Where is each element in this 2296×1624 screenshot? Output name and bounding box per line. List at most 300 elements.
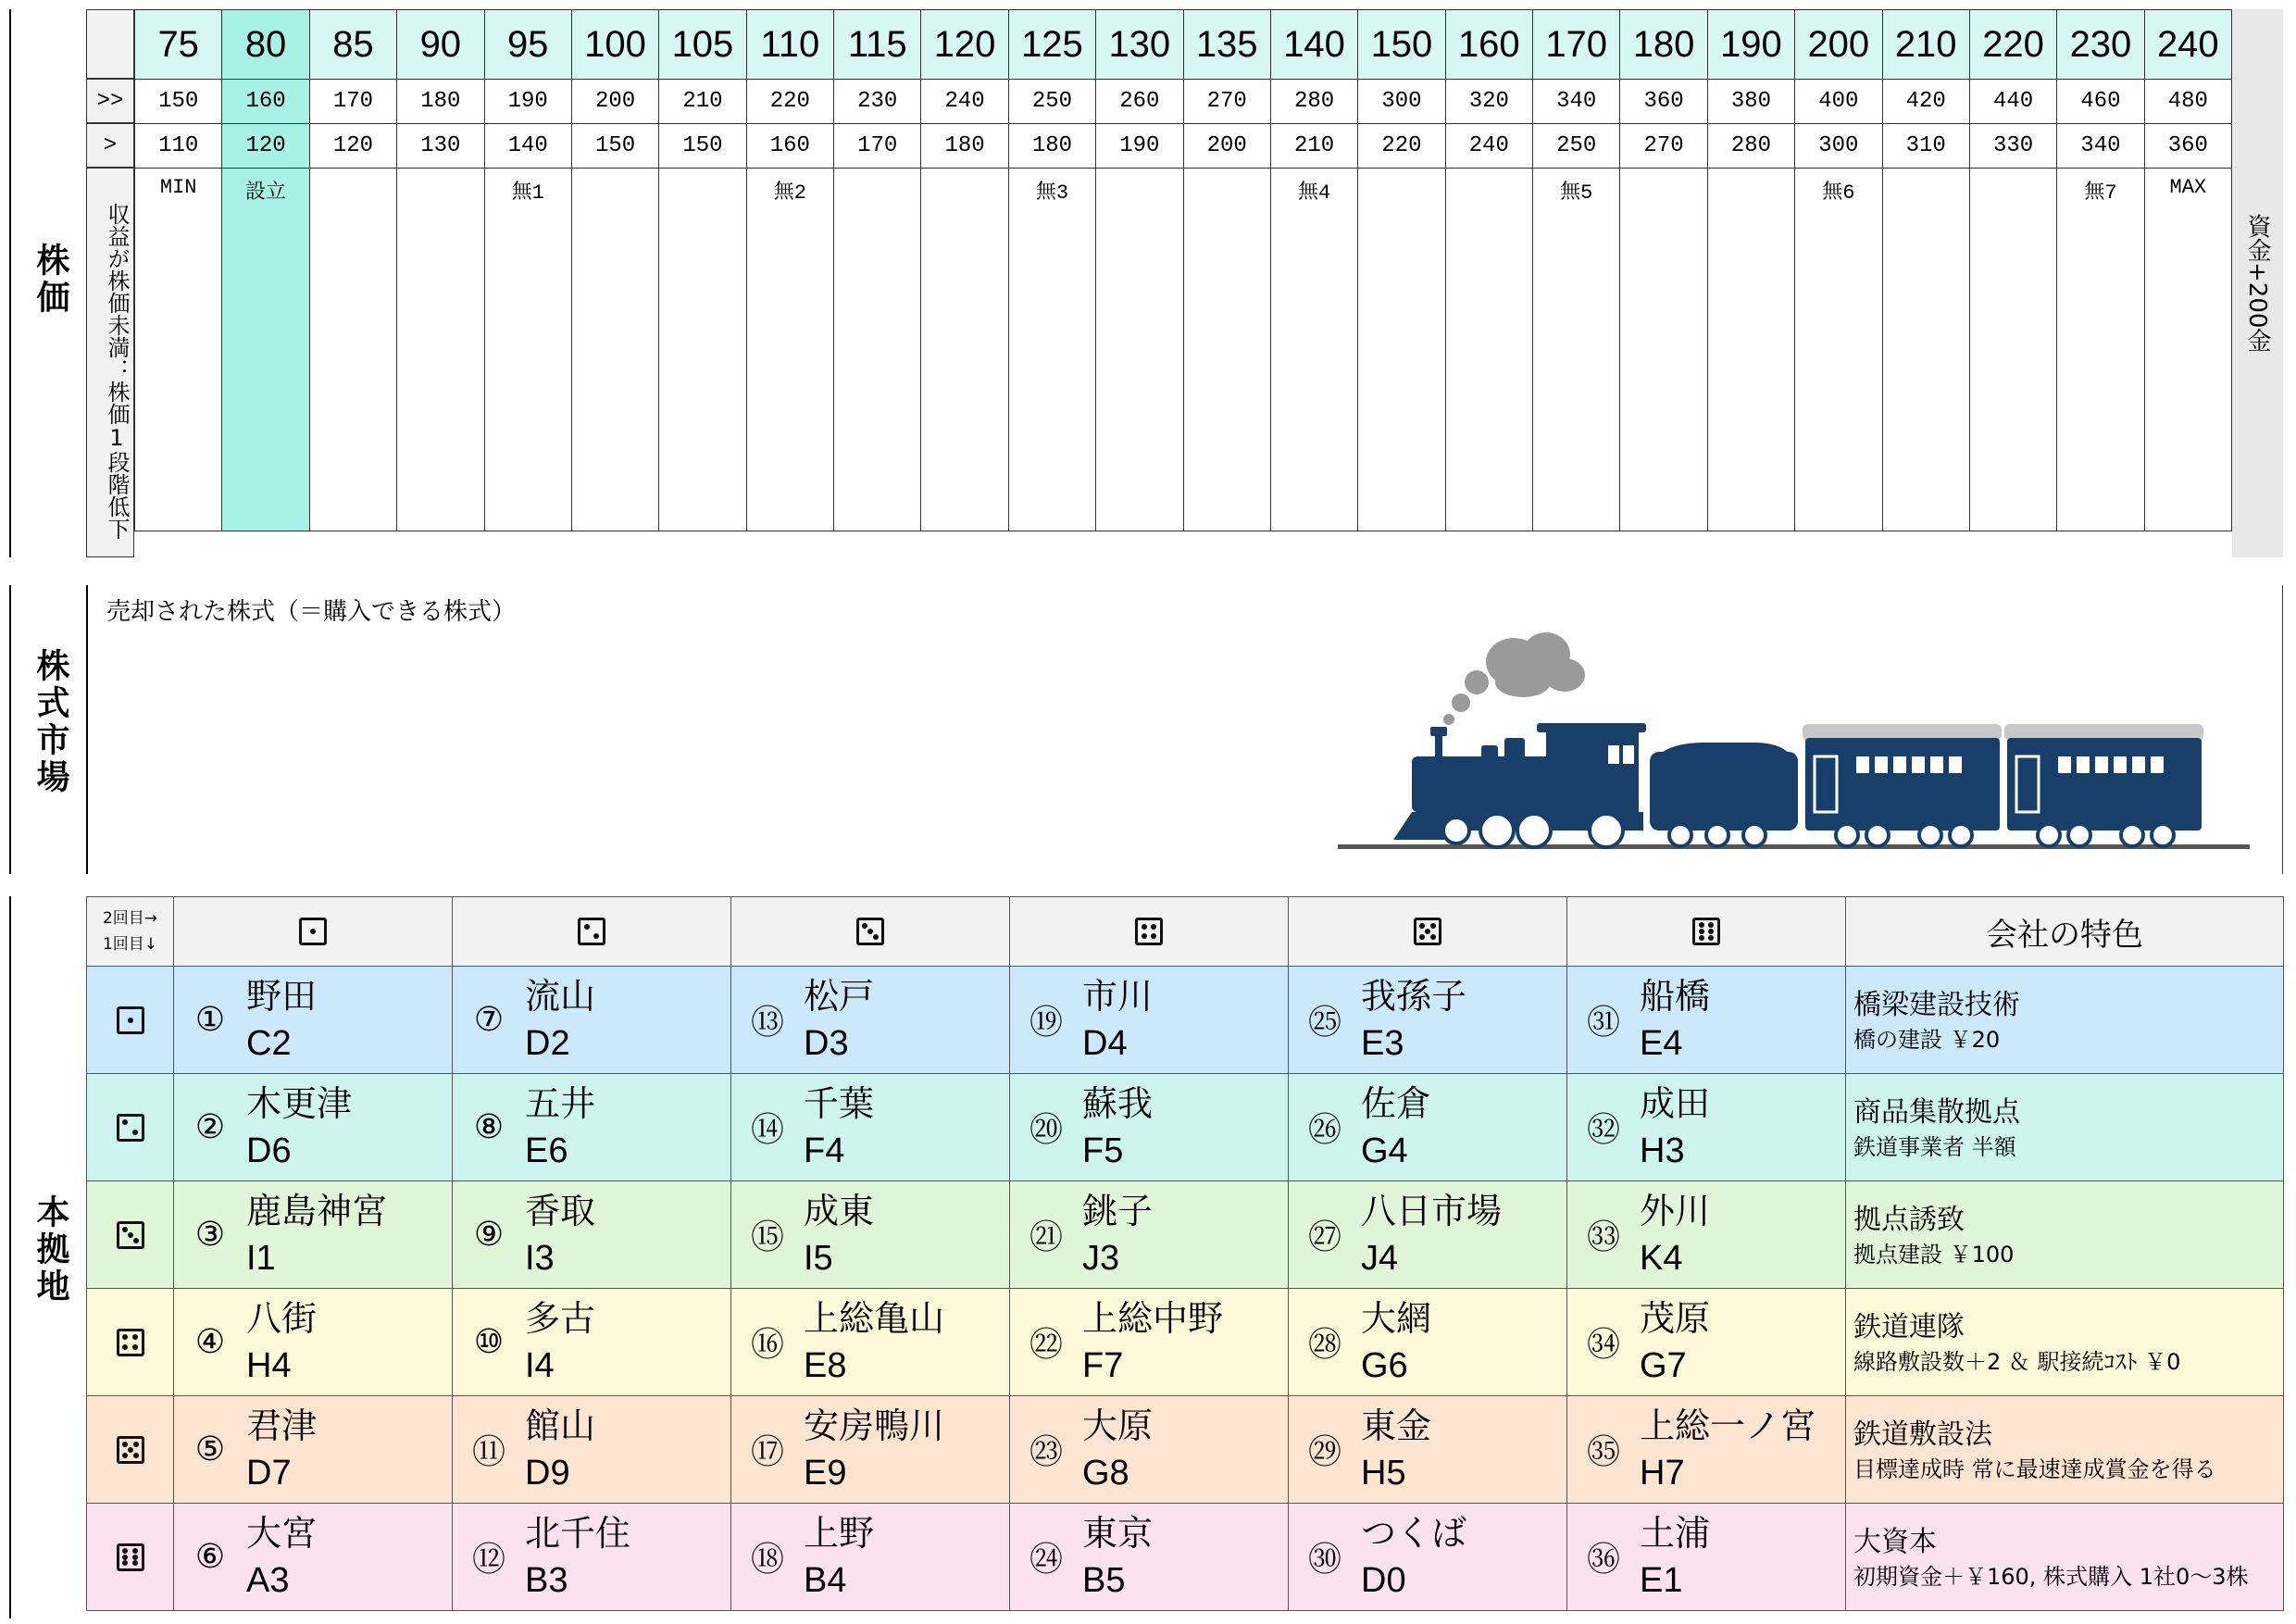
- note-cell: [1969, 169, 2056, 531]
- left-border-top: [9, 9, 11, 557]
- stock-price-cell: 200: [1795, 10, 1882, 80]
- rail-track: [1338, 844, 2250, 849]
- double-up-cell: 170: [309, 80, 396, 124]
- dice-header-6: [1567, 897, 1846, 967]
- double-up-cell: 380: [1707, 80, 1794, 124]
- base-cell: [731, 1504, 1010, 1611]
- double-up-cell: 240: [921, 80, 1008, 124]
- note-cell: MAX: [2144, 169, 2231, 531]
- corner-first-roll: 1回目↓: [102, 935, 158, 954]
- base-number: ⑬: [750, 1004, 784, 1042]
- grid-coordinate: J3: [1082, 1238, 1120, 1278]
- base-number: ⑪: [471, 1433, 505, 1471]
- grid-coordinate: G8: [1082, 1453, 1129, 1493]
- die-face-2-icon: [117, 1114, 144, 1142]
- note-cell: [1183, 169, 1270, 531]
- base-number: ⑳: [1029, 1111, 1063, 1149]
- station-name: 上野: [804, 1514, 875, 1554]
- double-up-cell: 260: [1096, 80, 1183, 124]
- base-number: ②: [194, 1108, 226, 1146]
- grid-coordinate: G7: [1640, 1345, 1687, 1385]
- station-name: 成東: [804, 1192, 875, 1231]
- base-number: ⑤: [194, 1430, 226, 1468]
- grid-coordinate: B5: [1082, 1560, 1126, 1600]
- die-face-5-icon: [1414, 918, 1441, 945]
- base-cell: [453, 1289, 731, 1396]
- single-up-cell: 120: [309, 124, 396, 169]
- double-up-cell: 280: [1270, 80, 1357, 124]
- smoke-icon: [1443, 632, 1585, 725]
- grid-coordinate: D4: [1082, 1023, 1128, 1063]
- stock-price-cell: 80: [222, 10, 309, 80]
- single-up-cell: 310: [1882, 124, 1969, 169]
- base-row: [87, 1074, 2284, 1181]
- stock-price-cell: 100: [571, 10, 658, 80]
- base-number: ③: [194, 1216, 226, 1254]
- station-name: 土浦: [1640, 1514, 1711, 1554]
- grid-coordinate: H7: [1640, 1453, 1685, 1493]
- feature-description: 橋の建設 ￥20: [1853, 1026, 2001, 1053]
- base-cell: [174, 1289, 453, 1396]
- row-die-cell: [87, 1181, 174, 1289]
- row-die-cell: [87, 967, 174, 1074]
- station-name: 流山: [525, 977, 596, 1017]
- station-name: 我孫子: [1361, 977, 1467, 1017]
- double-up-cell: 230: [834, 80, 921, 124]
- base-cell: [1289, 1074, 1567, 1181]
- base-cell: [1010, 1289, 1289, 1396]
- grid-coordinate: I4: [525, 1345, 555, 1385]
- station-name: 君津: [246, 1406, 318, 1446]
- base-cell: [453, 1396, 731, 1504]
- single-up-cell: 250: [1533, 124, 1620, 169]
- stock-price-cell: 240: [2144, 10, 2231, 80]
- stock-price-cell: 95: [484, 10, 571, 80]
- double-up-cell: 210: [659, 80, 746, 124]
- base-cell: [1289, 1181, 1567, 1289]
- station-name: 銚子: [1082, 1192, 1154, 1231]
- station-name: 上総亀山: [804, 1299, 945, 1339]
- base-cell: [453, 967, 731, 1074]
- station-name: 館山: [525, 1406, 596, 1446]
- base-number: ㊱: [1586, 1541, 1620, 1579]
- note-cell: [309, 169, 396, 531]
- station-name: 香取: [525, 1192, 596, 1231]
- double-up-cell: 340: [1533, 80, 1620, 124]
- section-label-stock-price: 株価: [31, 243, 70, 317]
- base-cell: [174, 1074, 453, 1181]
- double-up-cell: 150: [135, 80, 222, 124]
- double-up-cell: 270: [1183, 80, 1270, 124]
- base-number: ㉗: [1307, 1218, 1341, 1256]
- feature-cell: [1846, 1504, 2284, 1611]
- base-number: ㉔: [1029, 1541, 1063, 1579]
- die-face-2-icon: [578, 918, 605, 945]
- grid-coordinate: D3: [804, 1023, 849, 1063]
- note-cell: [397, 169, 484, 531]
- tender-car: [1650, 752, 1798, 831]
- base-row: [87, 1181, 2284, 1289]
- base-cell: [453, 1181, 731, 1289]
- base-cell: [1567, 1396, 1846, 1504]
- double-up-cell: 320: [1445, 80, 1532, 124]
- single-up-cell: 300: [1795, 124, 1882, 169]
- station-name: 上総一ノ宮: [1640, 1406, 1816, 1446]
- stock-price-cell: 150: [1358, 10, 1445, 80]
- grid-coordinate: D0: [1361, 1560, 1406, 1600]
- grid-coordinate: I3: [525, 1238, 555, 1278]
- grid-coordinate: D7: [246, 1453, 292, 1493]
- base-number: ④: [194, 1323, 226, 1361]
- feature-title: 大資本: [1853, 1525, 1937, 1558]
- base-number: ⑱: [750, 1541, 784, 1579]
- station-name: 成田: [1640, 1084, 1711, 1124]
- die-face-6-icon: [1692, 918, 1720, 945]
- die-face-3-icon: [117, 1221, 144, 1249]
- feature-title: 橋梁建設技術: [1853, 988, 2020, 1021]
- grid-coordinate: D9: [525, 1453, 570, 1493]
- base-row: [87, 967, 2284, 1074]
- stock-price-cell: 190: [1707, 10, 1794, 80]
- base-cell: [174, 967, 453, 1074]
- station-name: 東金: [1361, 1406, 1432, 1446]
- grid-coordinate: F4: [804, 1131, 845, 1170]
- grid-coordinate: I1: [246, 1238, 276, 1278]
- station-name: 木更津: [246, 1084, 353, 1124]
- grid-coordinate: B4: [804, 1560, 847, 1600]
- single-up-cell: 360: [2144, 124, 2231, 169]
- row-die-cell: [87, 1504, 174, 1611]
- single-up-cell: 120: [222, 124, 309, 169]
- single-up-cell: 210: [1270, 124, 1357, 169]
- stock-price-cell: 125: [1008, 10, 1095, 80]
- base-cell: [453, 1504, 731, 1611]
- grid-coordinate: H3: [1640, 1131, 1685, 1170]
- base-cell: [731, 1396, 1010, 1504]
- row-die-cell: [87, 1074, 174, 1181]
- section-label-stock-market: 株式市場: [31, 648, 70, 796]
- station-name: 大網: [1361, 1299, 1432, 1339]
- station-name: 上総中野: [1082, 1299, 1224, 1339]
- station-name: 船橋: [1640, 977, 1711, 1017]
- grid-coordinate: D2: [525, 1023, 570, 1063]
- row-die-cell: [87, 1396, 174, 1504]
- grid-coordinate: C2: [246, 1023, 292, 1063]
- station-name: 佐倉: [1361, 1084, 1432, 1124]
- note-cell: [1620, 169, 1707, 531]
- note-cell: [1096, 169, 1183, 531]
- grid-coordinate: E8: [804, 1345, 847, 1385]
- left-border-bottom: [9, 896, 11, 1618]
- corner-second-roll: 2回目→: [102, 909, 158, 928]
- grid-coordinate: H5: [1361, 1453, 1406, 1493]
- double-up-cell: 200: [571, 80, 658, 124]
- stock-price-cell: 105: [659, 10, 746, 80]
- stock-price-cell: 135: [1183, 10, 1270, 80]
- base-number: ⑦: [473, 1001, 505, 1039]
- station-name: 大宮: [246, 1514, 318, 1554]
- feature-description: 線路敷設数＋2 ＆ 駅接続ｺｽﾄ ￥0: [1853, 1348, 2181, 1375]
- double-up-cell: 440: [1969, 80, 2056, 124]
- base-row: [87, 1396, 2284, 1504]
- grid-coordinate: D6: [246, 1131, 292, 1170]
- base-cell: [1010, 1504, 1289, 1611]
- stock-single-up-row: [135, 124, 2232, 169]
- stock-price-cell: 140: [1270, 10, 1357, 80]
- stock-price-cell: 180: [1620, 10, 1707, 80]
- base-cell: [1567, 967, 1846, 1074]
- base-number: ㉒: [1029, 1326, 1063, 1364]
- dice-header-row: [87, 897, 2284, 967]
- grid-coordinate: G4: [1361, 1131, 1408, 1170]
- note-cell: [834, 169, 921, 531]
- feature-description: 拠点建設 ￥100: [1853, 1241, 2015, 1268]
- single-up-cell: 180: [1008, 124, 1095, 169]
- base-number: ㉛: [1586, 1004, 1620, 1042]
- station-name: 多古: [525, 1299, 596, 1339]
- grid-coordinate: K4: [1640, 1238, 1683, 1278]
- grid-coordinate: B3: [525, 1560, 568, 1600]
- single-up-cell: 150: [659, 124, 746, 169]
- base-number: ㉙: [1307, 1433, 1341, 1471]
- base-number: ⑥: [194, 1538, 226, 1576]
- base-cell: [1010, 1074, 1289, 1181]
- stock-price-cell: 75: [135, 10, 222, 80]
- station-name: 茂原: [1640, 1299, 1711, 1339]
- die-face-5-icon: [117, 1436, 144, 1464]
- single-up-cell: 280: [1707, 124, 1794, 169]
- note-cell: 無7: [2057, 169, 2144, 531]
- base-row: [87, 1289, 2284, 1396]
- station-name: 外川: [1640, 1192, 1711, 1231]
- base-number: ㉟: [1586, 1433, 1620, 1471]
- feature-cell: [1846, 1396, 2284, 1504]
- single-up-cell: 190: [1096, 124, 1183, 169]
- base-number: ㉝: [1586, 1218, 1620, 1256]
- feature-description: 目標達成時 常に最速達成賞金を得る: [1853, 1455, 2216, 1482]
- feature-cell: [1846, 1074, 2284, 1181]
- single-up-cell: 240: [1445, 124, 1532, 169]
- note-cell: 無6: [1795, 169, 1882, 531]
- note-cell: [1358, 169, 1445, 531]
- feature-title: 拠点誘致: [1853, 1203, 1965, 1236]
- stock-market-title: 売却された株式（＝購入できる株式）: [106, 598, 517, 626]
- base-number: ⑭: [750, 1111, 784, 1149]
- feature-description: 鉄道事業者 半額: [1853, 1133, 2016, 1160]
- station-name: 八日市場: [1361, 1192, 1503, 1231]
- station-name: 大原: [1082, 1406, 1154, 1446]
- base-number: ㉚: [1307, 1541, 1341, 1579]
- grid-coordinate: E4: [1640, 1023, 1683, 1063]
- base-number: ⑯: [750, 1326, 784, 1364]
- row-die-cell: [87, 1289, 174, 1396]
- station-name: 五井: [525, 1084, 596, 1124]
- stock-price-cell: 130: [1096, 10, 1183, 80]
- base-cell: [1010, 967, 1289, 1074]
- stock-price-cell: 230: [2057, 10, 2144, 80]
- single-up-cell: 110: [135, 124, 222, 169]
- grid-coordinate: E3: [1361, 1023, 1404, 1063]
- passenger-car-icon: [1803, 724, 2002, 831]
- base-cell: [1289, 1396, 1567, 1504]
- base-cell: [174, 1181, 453, 1289]
- double-up-cell: 160: [222, 80, 309, 124]
- base-cell: [1567, 1504, 1846, 1611]
- grid-coordinate: E1: [1640, 1560, 1683, 1600]
- base-number: ㉘: [1307, 1326, 1341, 1364]
- station-name: 市川: [1082, 977, 1154, 1017]
- single-up-cell: 330: [1969, 124, 2056, 169]
- stock-price-cell: 210: [1882, 10, 1969, 80]
- feature-title: 鉄道連隊: [1853, 1310, 1965, 1343]
- note-cell: [571, 169, 658, 531]
- double-up-cell: 460: [2057, 80, 2144, 124]
- note-cell: [921, 169, 1008, 531]
- grid-coordinate: A3: [246, 1560, 290, 1600]
- base-cell: [1567, 1181, 1846, 1289]
- base-cell: [731, 1181, 1010, 1289]
- stock-price-cell: 220: [1969, 10, 2056, 80]
- double-up-cell: 250: [1008, 80, 1095, 124]
- note-cell: 無2: [746, 169, 833, 531]
- stock-price-cell: 115: [834, 10, 921, 80]
- stock-double-up-row: [135, 80, 2232, 124]
- single-up-cell: 170: [834, 124, 921, 169]
- single-up-cell: 160: [746, 124, 833, 169]
- feature-cell: [1846, 967, 2284, 1074]
- single-up-cell: 220: [1358, 124, 1445, 169]
- dice-header-3: [731, 897, 1010, 967]
- single-up-cell: 270: [1620, 124, 1707, 169]
- base-cell: [453, 1074, 731, 1181]
- stock-price-row: [135, 10, 2232, 80]
- base-cell: [1289, 967, 1567, 1074]
- dice-header-4: [1010, 897, 1289, 967]
- base-number: ⑨: [473, 1216, 505, 1254]
- dice-header-1: [174, 897, 453, 967]
- single-up-cell: 340: [2057, 124, 2144, 169]
- grid-coordinate: I5: [804, 1238, 833, 1278]
- grid-coordinate: H4: [246, 1345, 292, 1385]
- station-name: つくば: [1361, 1514, 1467, 1554]
- feature-title: 鉄道敷設法: [1853, 1418, 1992, 1451]
- die-face-1-icon: [299, 918, 327, 945]
- station-name: 野田: [246, 977, 318, 1017]
- passenger-car-icon-2: [2004, 724, 2203, 831]
- stock-price-cell: 85: [309, 10, 396, 80]
- single-up-cell: 200: [1183, 124, 1270, 169]
- station-name: 蘇我: [1082, 1084, 1154, 1124]
- stock-rule-note: 収益が株価未満：株価1段階低下: [86, 168, 134, 557]
- headquarters-table: [86, 896, 2284, 1611]
- base-number: ㉑: [1029, 1218, 1063, 1256]
- stock-price-cell: 160: [1445, 10, 1532, 80]
- row-head-single-up: >: [86, 123, 134, 168]
- die-face-1-icon: [117, 1006, 144, 1034]
- grid-coordinate: F7: [1082, 1345, 1124, 1385]
- base-number: ⑧: [473, 1108, 505, 1146]
- feature-title: 商品集散拠点: [1853, 1095, 2020, 1129]
- note-cell: 無4: [1270, 169, 1357, 531]
- stock-price-cell: 90: [397, 10, 484, 80]
- left-border-mid: [9, 585, 11, 874]
- die-face-4-icon: [117, 1329, 144, 1356]
- grid-coordinate: G6: [1361, 1345, 1408, 1385]
- note-cell: [659, 169, 746, 531]
- grid-coordinate: F5: [1082, 1131, 1124, 1170]
- grid-coordinate: E6: [525, 1131, 568, 1170]
- stock-price-cell: 110: [746, 10, 833, 80]
- die-face-3-icon: [856, 918, 884, 945]
- note-cell: 無5: [1533, 169, 1620, 531]
- feature-cell: [1846, 1289, 2284, 1396]
- dice-header-5: [1289, 897, 1567, 967]
- die-face-6-icon: [117, 1543, 144, 1571]
- single-up-cell: 130: [397, 124, 484, 169]
- feature-description: 初期資金＋￥160, 株式購入 1社0〜3株: [1853, 1563, 2249, 1590]
- note-cell: [1707, 169, 1794, 531]
- stock-market-area: [86, 585, 2283, 874]
- base-cell: [731, 967, 1010, 1074]
- base-number: ㉜: [1586, 1111, 1620, 1149]
- note-cell: 無3: [1008, 169, 1095, 531]
- base-number: ⑰: [750, 1433, 784, 1471]
- base-number: ㉞: [1586, 1326, 1620, 1364]
- base-cell: [1289, 1504, 1567, 1611]
- base-number: ㉖: [1307, 1111, 1341, 1149]
- base-cell: [174, 1396, 453, 1504]
- base-cell: [731, 1074, 1010, 1181]
- station-name: 鹿島神宮: [246, 1192, 388, 1231]
- double-up-cell: 300: [1358, 80, 1445, 124]
- note-cell: 設立: [222, 169, 309, 531]
- base-cell: [1567, 1074, 1846, 1181]
- station-name: 八街: [246, 1299, 318, 1339]
- station-name: 千葉: [804, 1084, 875, 1124]
- double-up-cell: 400: [1795, 80, 1882, 124]
- section-label-headquarters: 本拠地: [31, 1194, 70, 1305]
- stock-notes-row: [135, 169, 2232, 531]
- stock-price-table: [134, 9, 2232, 531]
- double-up-cell: 360: [1620, 80, 1707, 124]
- note-cell: [1445, 169, 1532, 531]
- station-name: 松戸: [804, 977, 875, 1017]
- base-number: ㉓: [1029, 1433, 1063, 1471]
- base-number: ㉕: [1307, 1004, 1341, 1042]
- corner-cell: [87, 897, 174, 967]
- station-name: 東京: [1082, 1514, 1154, 1554]
- stock-price-cell: 120: [921, 10, 1008, 80]
- feature-cell: [1846, 1181, 2284, 1289]
- base-row: [87, 1504, 2284, 1611]
- base-cell: [1010, 1396, 1289, 1504]
- station-name: 安房鴨川: [804, 1406, 945, 1446]
- note-cell: 無1: [484, 169, 571, 531]
- base-cell: [1289, 1289, 1567, 1396]
- capital-bonus-label: 資金+200金: [2232, 9, 2283, 557]
- double-up-cell: 220: [746, 80, 833, 124]
- base-number: ⑫: [471, 1541, 505, 1579]
- base-cell: [731, 1289, 1010, 1396]
- steam-train-illustration: [1338, 627, 2264, 868]
- dice-header-2: [453, 897, 731, 967]
- base-cell: [1567, 1289, 1846, 1396]
- note-cell: MIN: [135, 169, 222, 531]
- single-up-cell: 140: [484, 124, 571, 169]
- single-up-cell: 150: [571, 124, 658, 169]
- double-up-cell: 420: [1882, 80, 1969, 124]
- note-cell: [1882, 169, 1969, 531]
